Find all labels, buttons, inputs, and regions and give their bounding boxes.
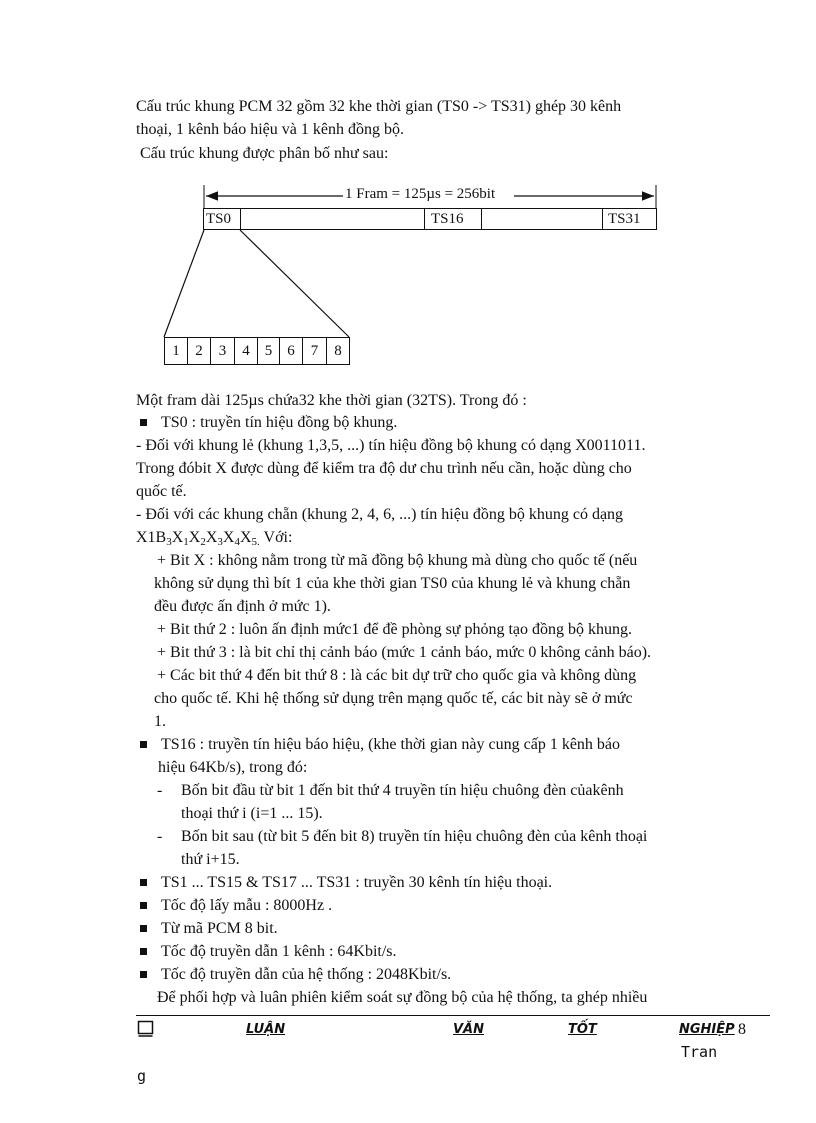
bullet-icon [140, 902, 147, 909]
body-line: Từ mã PCM 8 bit. [161, 920, 278, 937]
body-line: Tốc độ truyền dẫn 1 kênh : 64Kbit/s. [161, 943, 397, 960]
bullet-icon [140, 419, 147, 426]
footer-word-van: VĂN [453, 1022, 485, 1037]
frame-span-label: 1 Fram = 125µs = 256bit [345, 186, 496, 202]
body-line: - Đối với khung lẻ (khung 1,3,5, ...) tín hiệu đồng bộ khung có dạng X0011011. [136, 437, 646, 454]
bullet-icon [140, 879, 147, 886]
body-line: Tốc độ lấy mẫu : 8000Hz . [161, 897, 333, 914]
intro-line-3: Cấu trúc khung được phân bố như sau: [140, 145, 389, 162]
slot-gap-2 [481, 208, 603, 230]
body-line: Bốn bit sau (từ bit 5 đến bit 8) truyền tín hiệu chuông đèn của kênh thoại [181, 828, 648, 845]
bullet-icon [140, 925, 147, 932]
bullet-icon [140, 741, 147, 748]
body-line: + Bit X : không nằm trong từ mã đồng bộ khung mà dùng cho quốc tế (nếu [157, 552, 638, 569]
footer-word-tot: TỐT [568, 1022, 597, 1037]
footer-word-nghiep: NGHIỆP [679, 1022, 735, 1037]
bit-cell: 2 [187, 337, 211, 365]
zoom-line-right [240, 230, 349, 337]
slot-ts31: TS31 [602, 208, 657, 230]
body-line: không sử dụng thì bít 1 của khe thời gian TS0 của khung lẻ và khung chẵn [154, 575, 631, 592]
slot-ts16: TS16 [424, 208, 482, 230]
slot-ts0: TS0 [203, 208, 241, 230]
body-line: Tốc độ truyền dẫn của hệ thống : 2048Kbit/s. [161, 966, 452, 983]
body-line: 1. [154, 713, 166, 730]
footer-rule [136, 1015, 770, 1016]
bit-cell: 3 [210, 337, 235, 365]
page-number: 8 [738, 1021, 746, 1038]
intro-line-2: thoại, 1 kênh báo hiệu và 1 kênh đồng bộ. [136, 121, 404, 138]
body-line: Để phối hợp và luân phiên kiểm soát sự đồng bộ của hệ thống, ta ghép nhiều [157, 989, 648, 1006]
dash-marker: - [157, 828, 163, 845]
body-line: Bốn bit đầu từ bit 1 đến bit thứ 4 truyền tín hiệu chuông đèn củakênh [181, 782, 624, 799]
sync-pattern-line: $X1B_3X_1X_2X_3X_4X_{5.}$ Với: [136, 529, 293, 548]
body-line: thoại thứ i (i=1 ... 15). [181, 805, 323, 822]
bit-cell: 6 [279, 337, 303, 365]
footer-tran: Tran [681, 1043, 718, 1061]
body-line: TS1 ... TS15 & TS17 ... TS31 : truyền 30 kênh tín hiệu thoại. [161, 874, 553, 891]
dash-marker: - [157, 782, 163, 799]
body-line: + Bit thứ 2 : luôn ấn định mức1 để đề phòng sự phỏng tạo đồng bộ khung. [157, 621, 633, 638]
bit-cell: 1 [164, 337, 188, 365]
body-line: + Các bit thứ 4 đến bit thứ 8 : là các bit dự trữ cho quốc gia và không dùng [157, 667, 637, 684]
bit-cell: 5 [257, 337, 280, 365]
bullet-icon [140, 971, 147, 978]
body-line: hiệu 64Kb/s), trong đó: [158, 759, 308, 776]
footer-word-luan: LUẬN [246, 1022, 286, 1037]
bit-cell: 8 [326, 337, 350, 365]
body-line: + Bit thứ 3 : là bit chỉ thị cảnh báo (mức 1 cảnh báo, mức 0 không cảnh báo). [157, 644, 652, 661]
body-line: Một fram dài 125µs chứa32 khe thời gian (32TS). Trong đó : [136, 392, 527, 409]
body-line: đều được ấn định ở mức 1). [154, 598, 331, 615]
body-line: TS0 : truyền tín hiệu đồng bộ khung. [161, 414, 398, 431]
body-line: thứ i+15. [181, 851, 240, 868]
bit-cell: 4 [234, 337, 258, 365]
intro-line-1: Cấu trúc khung PCM 32 gồm 32 khe thời gian (TS0 -> TS31) ghép 30 kênh [136, 98, 622, 115]
bullet-icon [140, 948, 147, 955]
bit-cell: 7 [302, 337, 327, 365]
body-line: TS16 : truyền tín hiệu báo hiệu, (khe thời gian này cung cấp 1 kênh báo [161, 736, 621, 753]
body-line: cho quốc tế. Khi hệ thống sử dụng trên mạng quốc tế, các bit này sẽ ở mức [154, 690, 633, 707]
document-icon [137, 1020, 155, 1038]
body-line: quốc tế. [136, 483, 187, 500]
footer-g: g [137, 1067, 147, 1085]
slot-gap-1 [240, 208, 425, 230]
body-line: Trong đóbit X được dùng để kiểm tra độ dư chu trình nếu cần, hoặc dùng cho [136, 460, 632, 477]
body-line: - Đối với các khung chẵn (khung 2, 4, 6, ...) tín hiệu đồng bộ khung có dạng [136, 506, 624, 523]
zoom-line-left [164, 230, 204, 337]
